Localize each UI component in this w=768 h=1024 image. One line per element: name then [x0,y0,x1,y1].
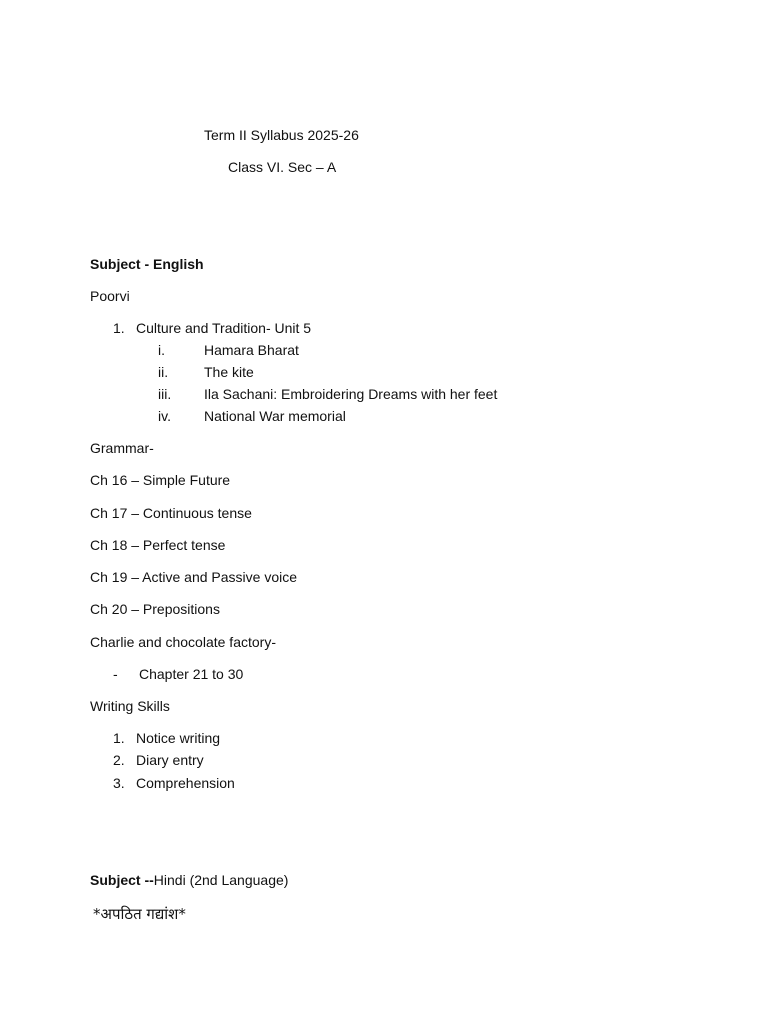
chapter-number: ii. [158,364,169,380]
chapter-number: iii. [158,386,172,402]
novel-bullet: - [113,666,118,682]
grammar-item: Ch 20 – Prepositions [90,601,220,617]
writing-number: 1. [113,730,125,746]
novel-chapter-range: Chapter 21 to 30 [139,666,244,682]
chapter-title: Hamara Bharat [204,342,299,358]
chapter-number: iv. [158,408,171,424]
chapter-title: The kite [204,364,254,380]
class-section: Class VI. Sec – A [228,159,337,175]
english-book-name: Poorvi [90,288,130,304]
grammar-item: Ch 18 – Perfect tense [90,537,226,553]
hindi-first-topic: *अपठित गद्यांश* [93,905,186,923]
grammar-item: Ch 17 – Continuous tense [90,505,252,521]
writing-number: 2. [113,752,125,768]
grammar-item: Ch 16 – Simple Future [90,472,231,488]
novel-heading: Charlie and chocolate factory- [90,634,276,650]
writing-item: Diary entry [136,752,204,768]
document-title: Term II Syllabus 2025-26 [204,127,359,143]
unit-number: 1. [113,320,125,336]
chapter-title: National War memorial [204,408,346,424]
chapter-number: i. [158,342,165,358]
english-subject-heading: Subject - English [90,256,204,272]
grammar-item: Ch 19 – Active and Passive voice [90,569,298,585]
grammar-heading: Grammar- [90,440,154,456]
chapter-title: Ila Sachani: Embroidering Dreams with her feet [204,386,498,402]
hindi-subject-prefix: Subject -- [90,872,154,888]
hindi-subject-name: Hindi (2nd Language) [153,872,289,888]
unit-title: Culture and Tradition- Unit 5 [136,320,312,336]
writing-number: 3. [113,775,125,791]
writing-skills-heading: Writing Skills [90,698,170,714]
hindi-subject-heading [90,871,288,889]
writing-item: Comprehension [136,775,235,791]
writing-item: Notice writing [136,730,221,746]
